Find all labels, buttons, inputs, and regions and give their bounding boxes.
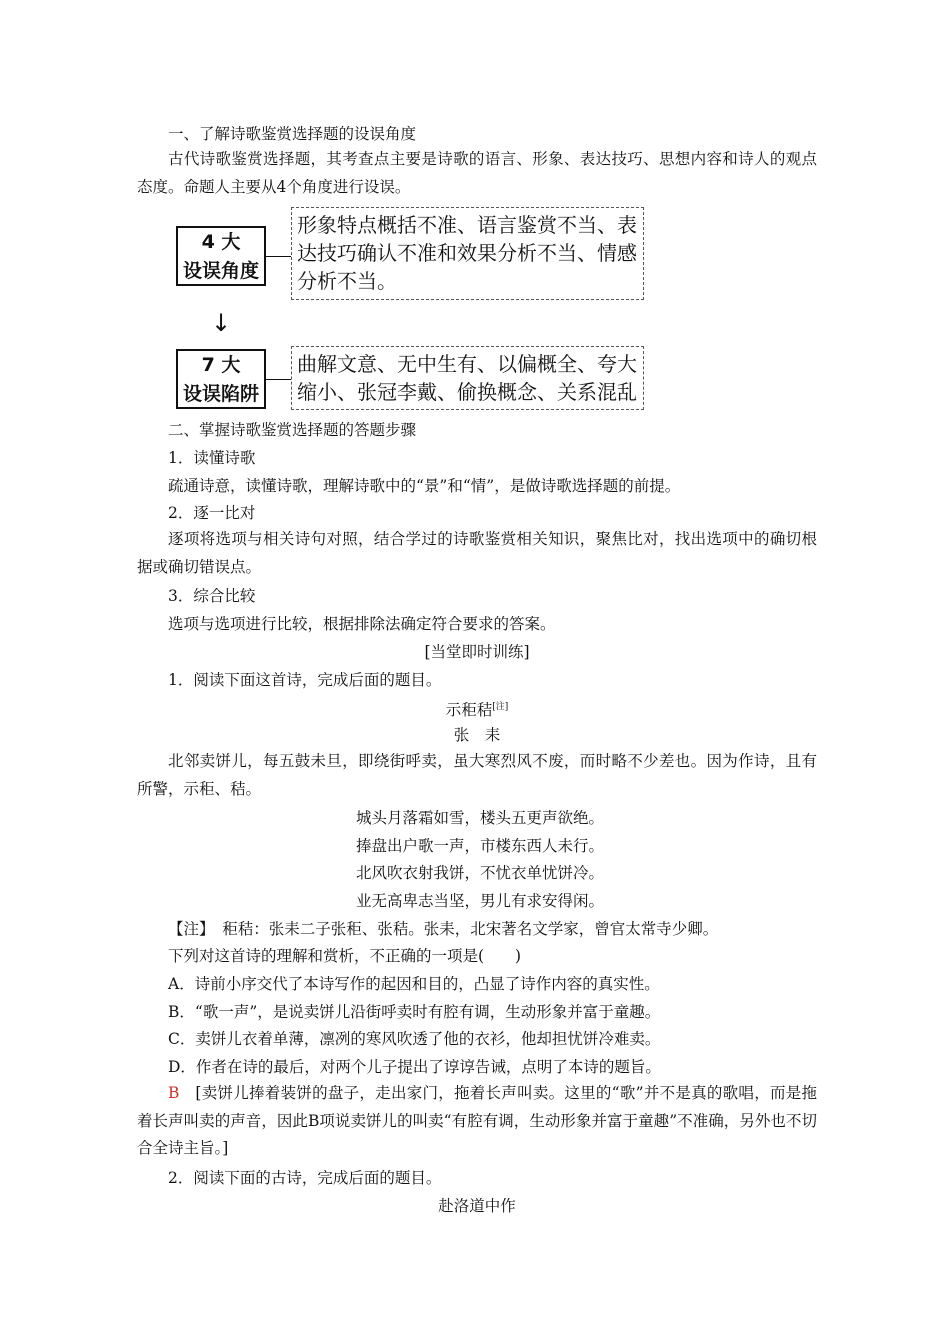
- step1-title: 1．读懂诗歌: [168, 449, 256, 467]
- angle-box-count: 4 大: [201, 231, 241, 253]
- connector-line: [266, 256, 291, 257]
- trap-box-label: 设误陷阱: [182, 383, 259, 405]
- step1-text: 疏通诗意，读懂诗歌，理解诗歌中的“景”和“情”，是做诗歌选择题的前提。: [168, 477, 681, 495]
- option-b: B．“歌一声”，是说卖饼儿沿街呼卖时有腔有调，生动形象并富于童趣。: [168, 1003, 661, 1021]
- answer-text: [卖饼儿捧着装饼的盘子，走出家门，拖着长声叫卖。这里的“歌”并不是真的歌唱，而是拖着长声叫卖的声音，因此B项说卖饼儿的叫卖“有腔有调，生动形象并富于童趣”不准确，另外也不切合全诗主旨。]: [137, 1084, 817, 1157]
- angle-box-label: 设误角度: [182, 260, 259, 282]
- answer-letter: B: [168, 1084, 180, 1102]
- question2-intro: 2．阅读下面的古诗，完成后面的题目。: [168, 1169, 442, 1187]
- option-a: A．诗前小序交代了本诗写作的起因和目的，凸显了诗作内容的真实性。: [168, 975, 660, 993]
- question-stem: 下列对这首诗的理解和赏析，不正确的一项是( ): [168, 947, 522, 965]
- trap-box-count: 7 大: [201, 354, 241, 376]
- connector-line: [266, 379, 291, 380]
- poem-line: 业无高卑志当坚，男儿有求安得闲。: [356, 892, 605, 910]
- angle-box: [176, 226, 266, 286]
- poem-preface: 北邻卖饼儿，每五鼓未旦，即绕街呼卖，虽大寒烈风不废，而时略不少差也。因为作诗，且有所警，示秬、秸。: [137, 752, 817, 798]
- option-c: C．卖饼儿衣着单薄，凛冽的寒风吹透了他的衣衫，他却担忧饼冷难卖。: [168, 1030, 661, 1048]
- poem-line: 城头月落霜如雪，楼头五更声欲绝。: [356, 809, 605, 827]
- trap-description-box: 曲解文意、无中生有、以偏概全、夸大缩小、张冠李戴、偷换概念、关系混乱: [291, 346, 644, 410]
- poem-title: [137, 697, 817, 720]
- poem-note-mark: [注]: [492, 702, 509, 712]
- poem-line: 北风吹衣射我饼，不忧衣单忧饼冷。: [356, 864, 605, 882]
- section1-paragraph: 古代诗歌鉴赏选择题，其考查点主要是诗歌的语言、形象、表达技巧、思想内容和诗人的观点态度。命题人主要从4个角度进行设误。: [137, 150, 817, 196]
- step2-title: 2．逐一比对: [168, 504, 256, 522]
- poem-author: 张 耒: [453, 726, 501, 744]
- trap-box: [176, 349, 266, 409]
- option-d: D．作者在诗的最后，对两个儿子提出了谆谆告诫，点明了本诗的题旨。: [168, 1058, 661, 1076]
- training-label: [当堂即时训练]: [424, 643, 530, 661]
- poem-line: 捧盘出户歌一声，市楼东西人未行。: [356, 837, 605, 855]
- question2-poem-title: 赴洛道中作: [438, 1197, 516, 1215]
- question1-intro: 1．阅读下面这首诗，完成后面的题目。: [168, 671, 442, 689]
- step2-text: 逐项将选项与相关诗句对照，结合学过的诗歌鉴赏相关知识，聚焦比对，找出选项中的确切根据或确切错误点。: [137, 530, 817, 576]
- section1-heading: 一、了解诗歌鉴赏选择题的设误角度: [168, 125, 417, 143]
- poem-note: 【注】 秬秸：张耒二子张秬、张秸。张耒，北宋著名文学家，曾官太常寺少卿。: [168, 920, 719, 938]
- angle-description-box: 形象特点概括不准、语言鉴赏不当、表达技巧确认不准和效果分析不当、情感分析不当。: [291, 207, 644, 300]
- step3-title: 3．综合比较: [168, 587, 256, 605]
- section2-heading: 二、掌握诗歌鉴赏选择题的答题步骤: [168, 421, 417, 439]
- answer-explanation: [137, 1080, 817, 1163]
- poem-title-text: 示秬秸: [445, 701, 493, 720]
- step3-text: 选项与选项进行比较，根据排除法确定符合要求的答案。: [168, 615, 556, 633]
- down-arrow-icon: ↓: [211, 309, 232, 337]
